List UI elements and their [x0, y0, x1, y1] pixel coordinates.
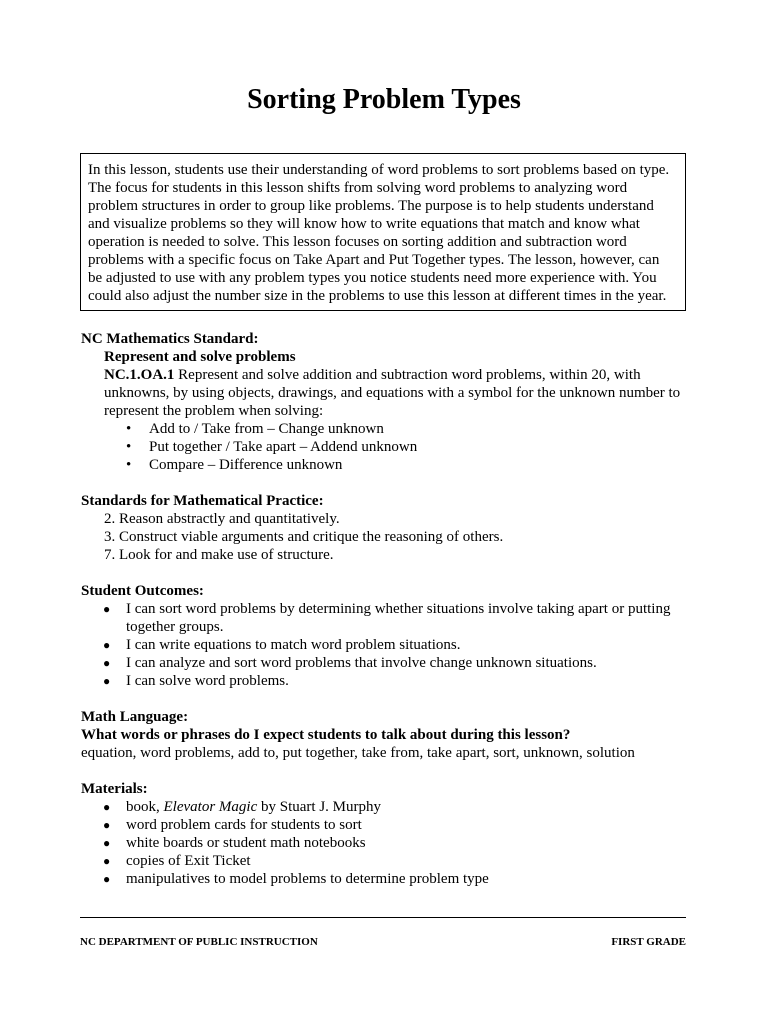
- outcomes-section: [81, 582, 691, 690]
- standard-section: [81, 330, 691, 474]
- standard-heading: NC Mathematics Standard:: [81, 331, 259, 347]
- list-item: 3. Construct viable arguments and critique the reasoning of others.: [104, 529, 504, 545]
- language-section: [81, 708, 691, 762]
- language-heading: Math Language:: [81, 709, 189, 725]
- standard-code: NC.1.OA.1: [104, 367, 175, 383]
- overview-line: problems with a specific focus on Take Apart and Put Together types. The lesson, however, can: [88, 252, 660, 268]
- problem-type-list: [81, 420, 691, 474]
- list-item: ● white boards or student math notebooks: [103, 834, 691, 852]
- language-terms: equation, word problems, add to, put together, take from, take apart, sort, unknown, solution: [81, 745, 635, 761]
- standard-subheading: Represent and solve problems: [104, 349, 296, 365]
- list-item: • Put together / Take apart – Addend unknown: [126, 438, 691, 456]
- list-item: ● I can write equations to match word problem situations.: [103, 636, 691, 654]
- list-item: 2. Reason abstractly and quantitatively.: [104, 511, 340, 527]
- standard-text-line: unknowns, by using objects, drawings, and equations with a symbol for the unknown number to: [104, 385, 681, 401]
- overview-line: and visualize problems so they will know how to write equations that match and know what: [88, 216, 640, 232]
- overview-line: problem structures in order to group like problems. The purpose is to help students understand: [88, 198, 654, 214]
- book-prefix: book,: [126, 799, 164, 815]
- lesson-overview-box: [80, 153, 686, 311]
- standard-text-line: Represent and solve addition and subtraction word problems, within 20, with: [174, 367, 641, 383]
- overview-line: The focus for students in this lesson shifts from solving word problems to analyzing word: [88, 180, 628, 196]
- materials-heading: Materials:: [81, 781, 148, 797]
- book-author: by Stuart J. Murphy: [257, 799, 381, 815]
- list-item: ● I can sort word problems by determining whether situations involve taking apart or putting together groups.: [103, 600, 681, 636]
- standard-text-line: represent the problem when solving:: [104, 403, 324, 419]
- materials-list: [81, 798, 691, 888]
- list-item: ● I can analyze and sort word problems that involve change unknown situations.: [103, 654, 691, 672]
- language-question: What words or phrases do I expect students to talk about during this lesson?: [81, 727, 571, 743]
- list-item: 7. Look for and make use of structure.: [104, 547, 334, 563]
- lesson-content: [81, 330, 691, 906]
- footer-grade: FIRST GRADE: [611, 936, 686, 948]
- list-item: • Add to / Take from – Change unknown: [126, 420, 691, 438]
- overview-line: operation is needed to solve. This lesson focuses on sorting addition and subtraction word: [88, 234, 627, 250]
- standard-text: [81, 366, 691, 384]
- list-item: ● copies of Exit Ticket: [103, 852, 691, 870]
- materials-section: [81, 780, 691, 888]
- page-footer: [80, 936, 686, 948]
- practice-heading: Standards for Mathematical Practice:: [81, 493, 324, 509]
- list-item: ● word problem cards for students to sort: [103, 816, 691, 834]
- outcomes-list: [81, 600, 691, 690]
- footer-department: NC DEPARTMENT OF PUBLIC INSTRUCTION: [80, 936, 318, 948]
- overview-line: In this lesson, students use their understanding of word problems to sort problems based on type.: [88, 162, 670, 178]
- page-title: Sorting Problem Types: [247, 84, 521, 115]
- list-item: ● manipulatives to model problems to determine problem type: [103, 870, 691, 888]
- list-item: • Compare – Difference unknown: [126, 456, 691, 474]
- practice-section: [81, 492, 691, 564]
- overview-line: could also adjust the number size in the problems to use this lesson at different times in the year.: [88, 288, 667, 304]
- footer-divider: [80, 917, 686, 918]
- outcomes-heading: Student Outcomes:: [81, 583, 204, 599]
- book-title: Elevator Magic: [163, 799, 258, 815]
- list-item: ● I can solve word problems.: [103, 672, 691, 690]
- overview-line: be adjusted to use with any problem types you notice students need more experience with. You: [88, 270, 657, 286]
- list-item: [103, 798, 691, 816]
